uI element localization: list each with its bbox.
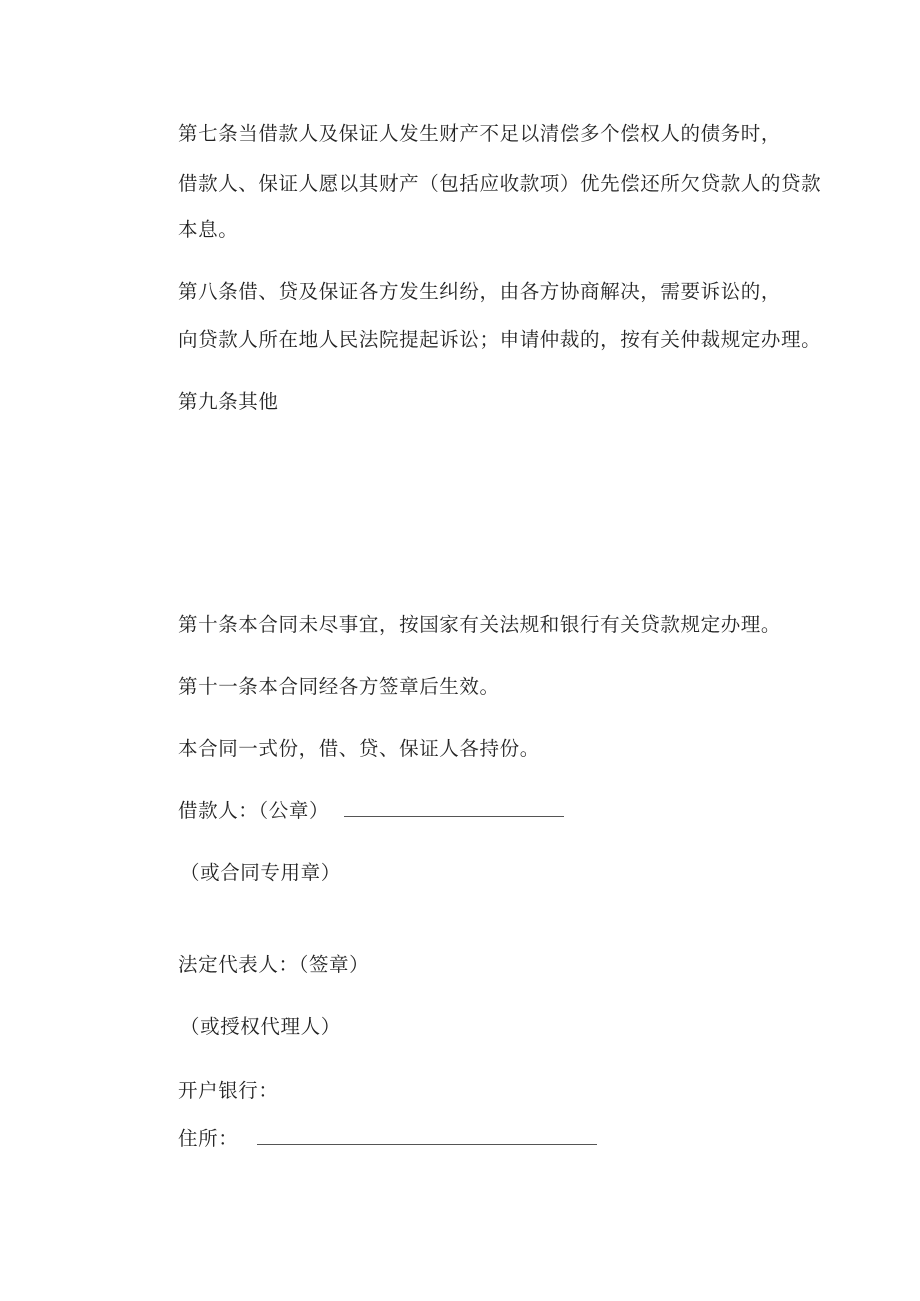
borrower-signature-line [344,815,564,817]
bank-account-label: 开户银行： [178,1079,279,1102]
article-9-line-1: 第九条其他 [178,390,279,413]
article-7-line-3: 本息。 [178,218,239,241]
legal-representative-label: 法定代表人：（签章） [178,953,370,976]
borrower-label: 借款人：（公章） [178,799,330,822]
address-label: 住所： [178,1127,239,1150]
address-line [257,1143,597,1145]
borrower-signature-row [178,801,564,821]
article-8-line-1: 第八条借、贷及保证各方发生纠纷，由各方协商解决，需要诉讼的， [178,280,782,303]
article-8-line-2: 向贷款人所在地人民法院提起诉讼；申请仲裁的，按有关仲裁规定办理。 [178,328,822,351]
address-row [178,1129,597,1149]
article-10-line-1: 第十条本合同未尽事宜，按国家有关法规和银行有关贷款规定办理。 [178,613,782,636]
article-7-line-1: 第七条当借款人及保证人发生财产不足以清偿多个偿权人的债务时， [178,122,782,145]
article-7-line-2: 借款人、保证人愿以其财产（包括应收款项）优先偿还所欠贷款人的贷款 [178,172,822,195]
authorized-agent-note: （或授权代理人） [180,1015,341,1038]
copies-clause: 本合同一式份，借、贷、保证人各持份。 [178,737,540,760]
contract-seal-note: （或合同专用章） [180,861,341,884]
article-11-line-1: 第十一条本合同经各方签章后生效。 [178,675,500,698]
